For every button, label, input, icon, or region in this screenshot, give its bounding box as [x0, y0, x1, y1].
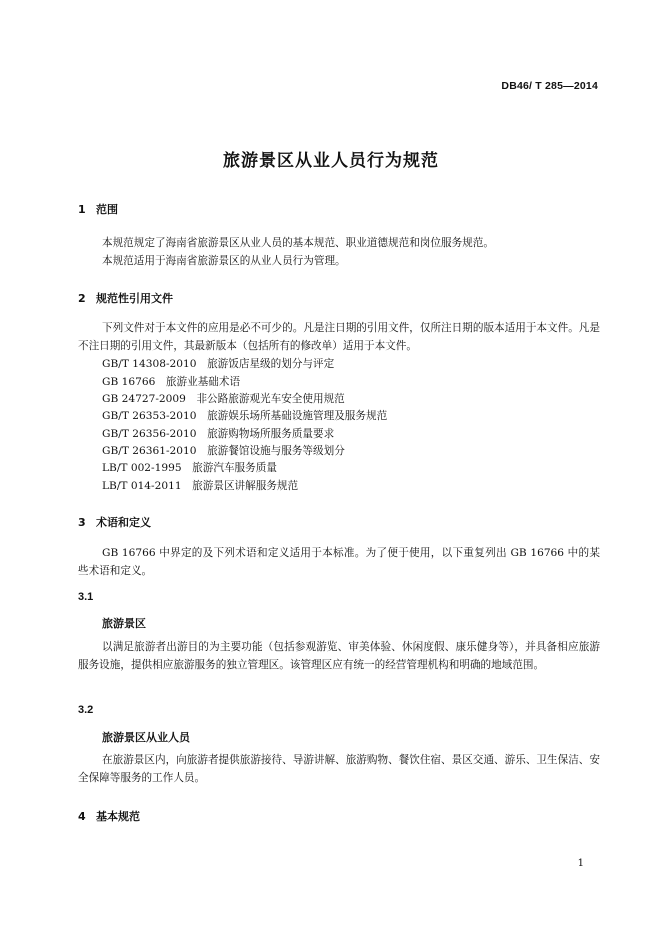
document-title: 旅游景区从业人员行为规范: [223, 151, 439, 171]
term-3-1-definition: 以满足旅游者出游目的为主要功能（包括参观游览、审美体验、休闲度假、康乐健身等），并具备相应旅游服务设施，提供相应旅游服务的独立管理区。该管理区应有统一的经营管理机构和明确的地域范围。: [78, 641, 600, 671]
section-2-title: 规范性引用文件: [96, 292, 173, 305]
term-3-2-definition: 在旅游景区内，向旅游者提供旅游接待、导游讲解、旅游购物、餐饮住宿、景区交通、游乐、卫生保洁、安全保障等服务的工作人员。: [78, 754, 600, 784]
section-3-number: 3: [78, 516, 86, 529]
reference-item: GB/T 14308-2010 旅游饭店星级的划分与评定: [102, 358, 335, 370]
reference-item: LB/T 014-2011 旅游景区讲解服务规范: [102, 480, 299, 492]
reference-item: LB/T 002-1995 旅游汽车服务质量: [102, 462, 277, 474]
page-number: 1: [577, 858, 584, 869]
reference-item: GB 24727-2009 非公路旅游观光车安全使用规范: [102, 393, 345, 405]
term-3-1-number: 3.1: [78, 591, 94, 603]
reference-item: GB/T 26356-2010 旅游购物场所服务质量要求: [102, 428, 335, 440]
section-2-intro: 下列文件对于本文件的应用是必不可少的。凡是注日期的引用文件，仅所注日期的版本适用于本文件。凡是不注日期的引用文件，其最新版本（包括所有的修改单）适用于本文件。: [78, 322, 600, 352]
section-1-title: 范围: [96, 203, 118, 216]
section-1-number: 1: [78, 203, 86, 216]
reference-item: GB/T 26353-2010 旅游娱乐场所基础设施管理及服务规范: [102, 410, 388, 422]
term-3-1-name: 旅游景区: [102, 617, 146, 630]
section-2-heading: [78, 290, 173, 306]
reference-item: GB/T 26361-2010 旅游餐馆设施与服务等级划分: [102, 445, 345, 457]
section-4-heading: [78, 808, 140, 824]
section-3-intro: GB 16766 中界定的及下列术语和定义适用于本标准。为了便于使用，以下重复列出 GB 16766 中的某些术语和定义。: [78, 547, 600, 577]
section-3-title: 术语和定义: [96, 516, 151, 529]
section-4-title: 基本规范: [96, 810, 140, 823]
section-1-paragraph-1: 本规范规定了海南省旅游景区从业人员的基本规范、职业道德规范和岗位服务规范。: [102, 237, 494, 249]
section-2-number: 2: [78, 292, 86, 305]
section-4-number: 4: [78, 810, 86, 823]
document-number: DB46/ T 285—2014: [501, 80, 598, 92]
section-1-heading: [78, 201, 118, 217]
term-3-2-name: 旅游景区从业人员: [102, 731, 190, 744]
section-1-paragraph-2: 本规范适用于海南省旅游景区的从业人员行为管理。: [102, 255, 346, 267]
section-3-heading: [78, 514, 151, 530]
term-3-2-number: 3.2: [78, 704, 94, 716]
reference-item: GB 16766 旅游业基础术语: [102, 376, 241, 388]
